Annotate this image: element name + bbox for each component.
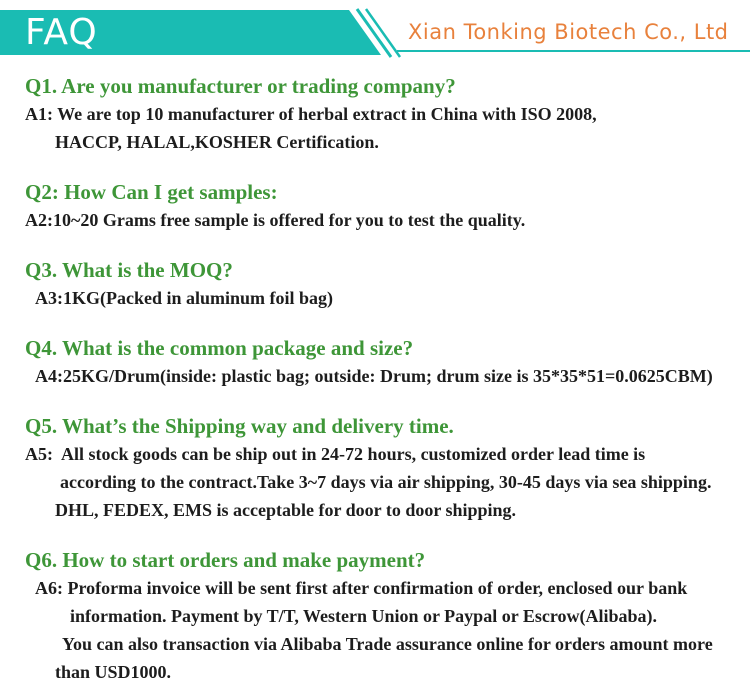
faq-question: Q5. What’s the Shipping way and delivery time. — [25, 414, 454, 438]
faq-item-q6 — [25, 546, 746, 686]
faq-answer-line: You can also transaction via Alibaba Trade assurance online for orders amount more — [62, 634, 713, 654]
faq-item-q3 — [25, 256, 746, 312]
faq-answer-line: according to the contract.Take 3~7 days via air shipping, 30-45 days via sea shipping. — [60, 472, 712, 492]
faq-item-q4 — [25, 334, 746, 390]
faq-answer-line: A2:10~20 Grams free sample is offered for you to test the quality. — [25, 210, 526, 230]
faq-answer-line: information. Payment by T/T, Western Union or Paypal or Escrow(Alibaba). — [70, 606, 658, 626]
faq-answer-line: than USD1000. — [55, 662, 172, 682]
faq-item-q1 — [25, 72, 746, 156]
faq-question: Q6. How to start orders and make payment? — [25, 548, 426, 572]
faq-answer-line: A4:25KG/Drum(inside: plastic bag; outside: Drum; drum size is 35*35*51=0.0625CBM) — [35, 366, 713, 386]
faq-item-q5 — [25, 412, 746, 524]
faq-question: Q1. Are you manufacturer or trading company? — [25, 74, 456, 98]
faq-answer-line: A6: Proforma invoice will be sent first after confirmation of order, enclosed our bank — [35, 578, 688, 598]
faq-question: Q4. What is the common package and size? — [25, 336, 414, 360]
faq-answer-line: HACCP, HALAL,KOSHER Certification. — [55, 132, 379, 152]
company-name: Xian Tonking Biotech Co., Ltd — [408, 20, 729, 44]
page-header — [0, 0, 750, 66]
faq-question: Q3. What is the MOQ? — [25, 258, 233, 282]
faq-list — [0, 72, 750, 686]
faq-item-q2 — [25, 178, 746, 234]
faq-question: Q2: How Can I get samples: — [25, 180, 278, 204]
faq-answer-line: A3:1KG(Packed in aluminum foil bag) — [35, 288, 334, 308]
faq-answer-line: DHL, FEDEX, EMS is acceptable for door to door shipping. — [55, 500, 517, 520]
faq-answer-line: A1: We are top 10 manufacturer of herbal extract in China with ISO 2008, — [25, 104, 597, 124]
faq-answer-line: A5: All stock goods can be ship out in 24-72 hours, customized order lead time is — [25, 444, 646, 464]
page-title: FAQ — [25, 12, 98, 53]
